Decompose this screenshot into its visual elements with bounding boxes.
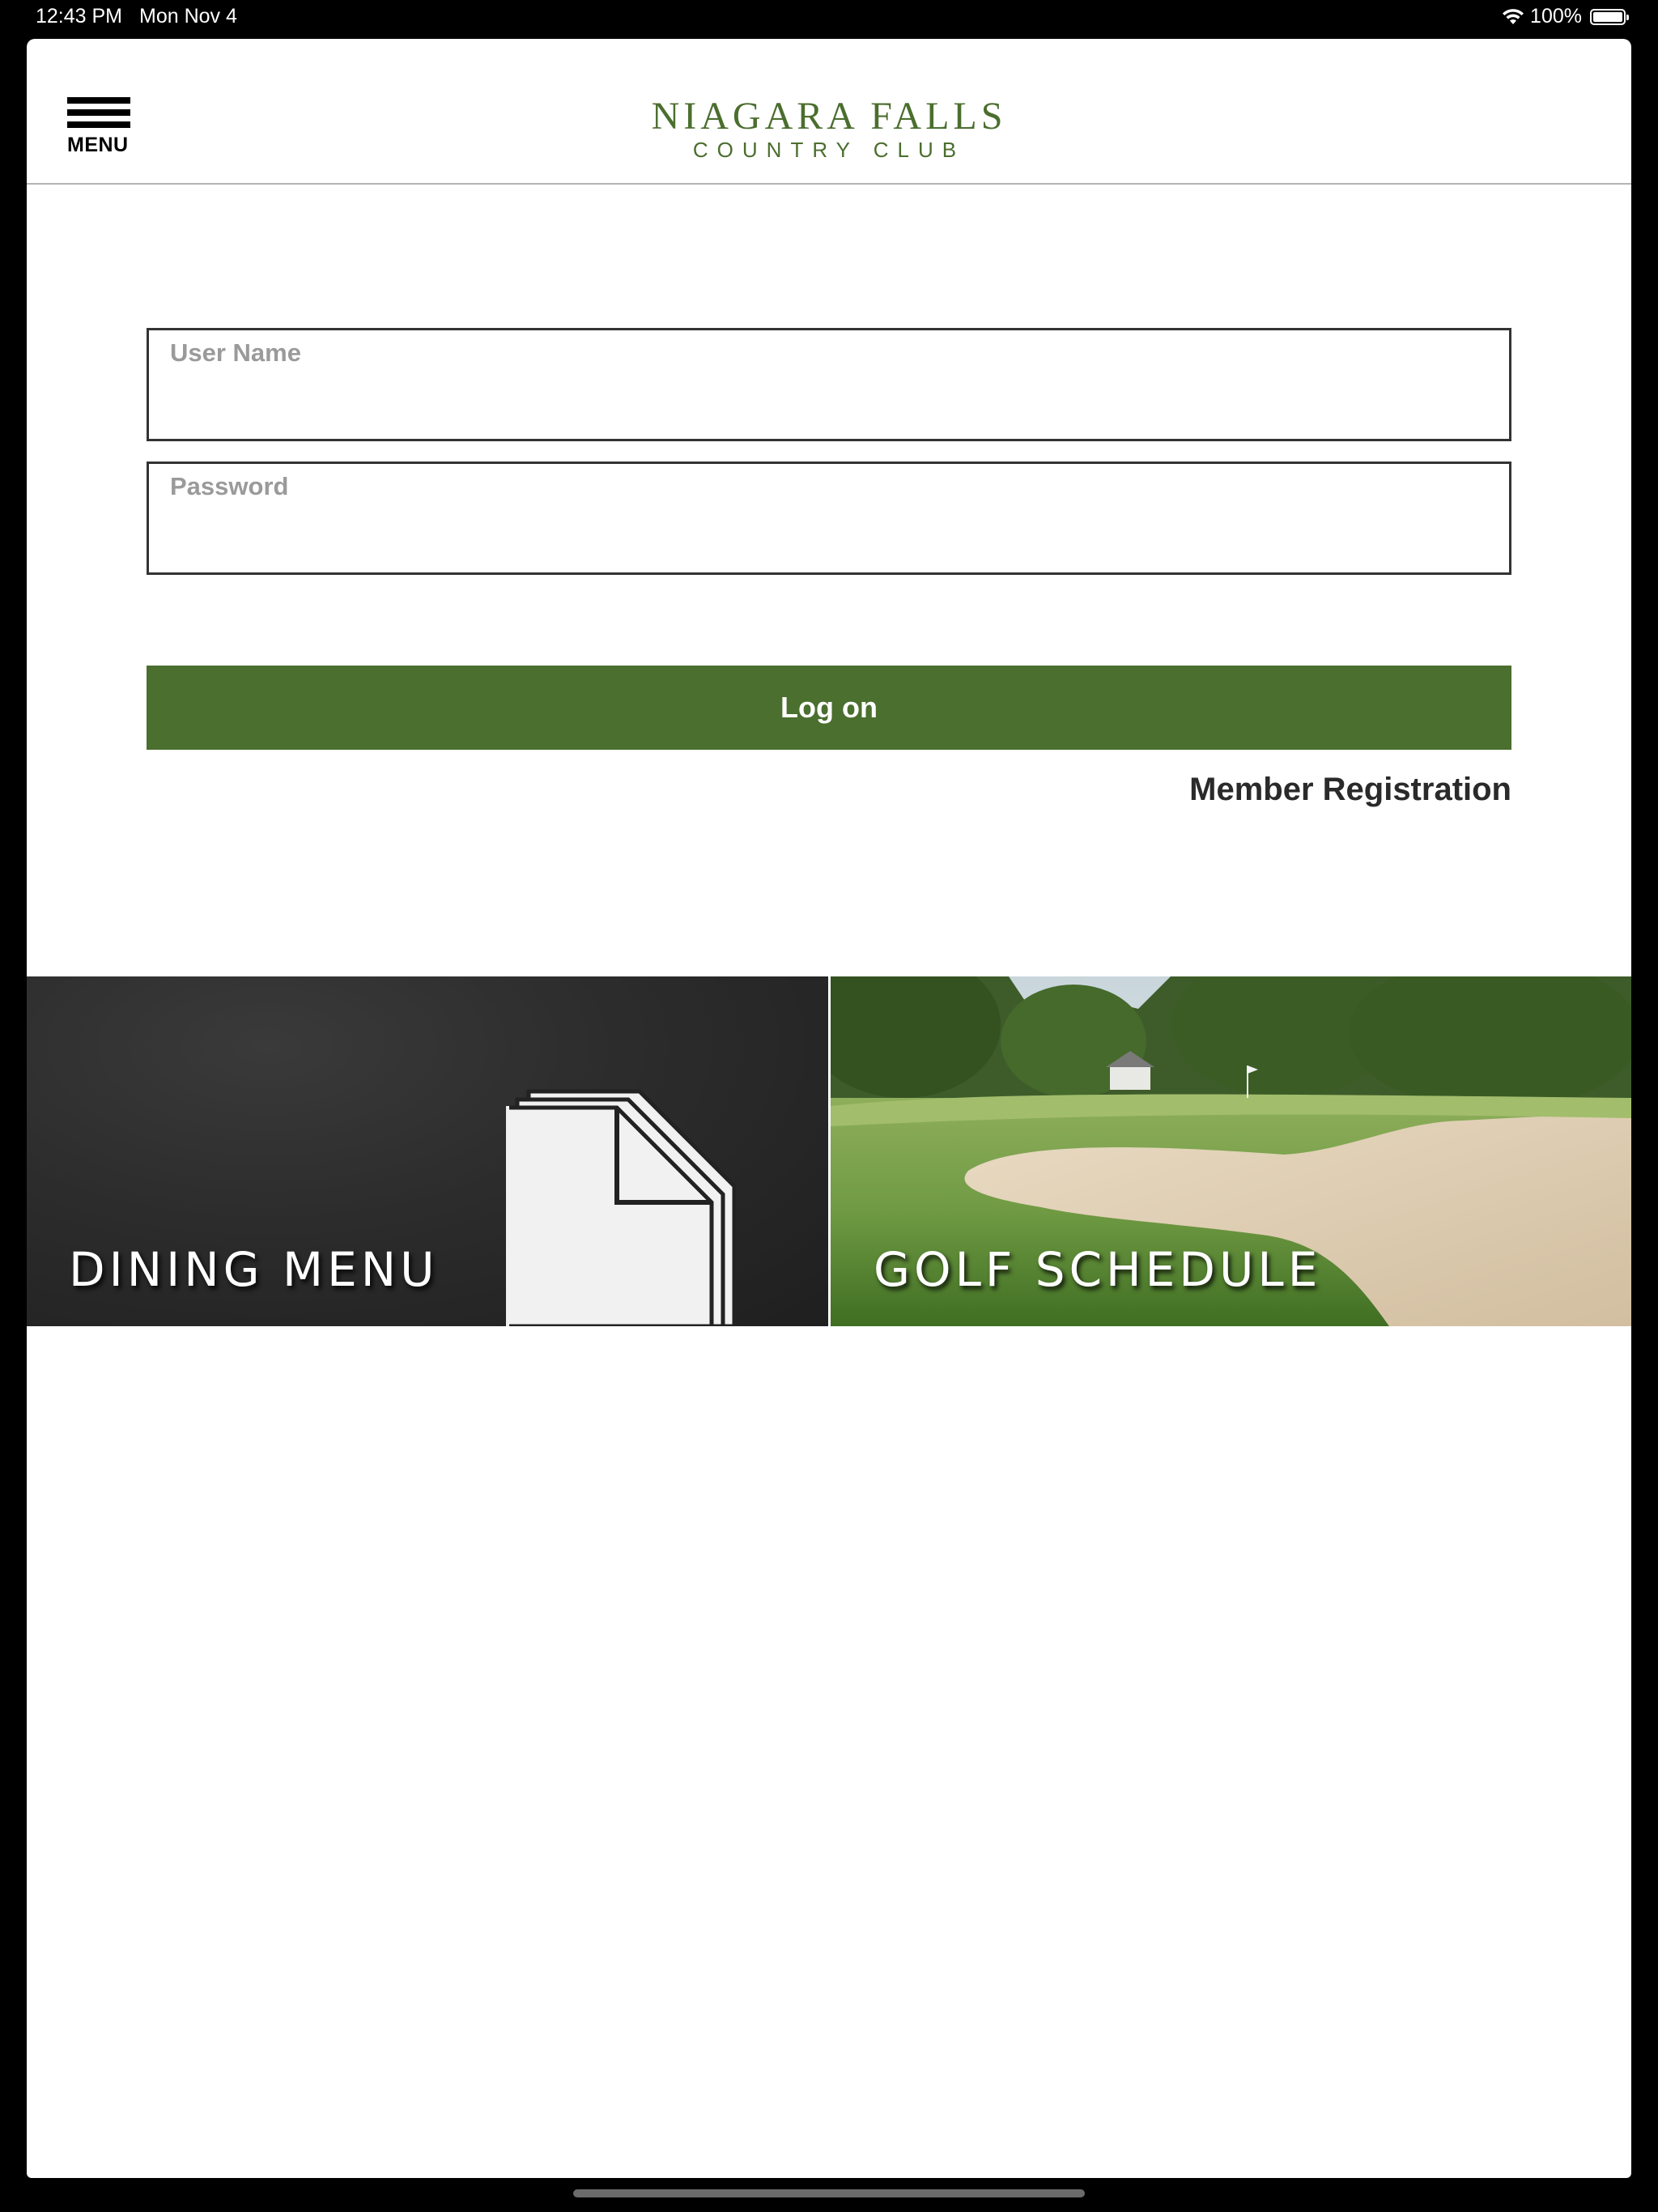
logon-button[interactable]: Log on [147,666,1511,750]
wifi-icon [1501,8,1525,26]
menu-label: MENU [67,134,129,156]
logo-subtitle: COUNTRY CLUB [692,138,966,162]
battery-icon [1590,9,1626,25]
status-indicators [1501,5,1626,28]
dining-menu-title: DINING MENU [69,1242,439,1297]
username-label: User Name [170,338,301,367]
status-bar [0,0,1658,39]
club-logo [27,97,1631,163]
document-icon [506,1088,741,1326]
login-form [147,328,1511,807]
username-input[interactable] [170,385,1488,426]
logo-title: NIAGARA FALLS [651,95,1007,138]
golf-schedule-title: GOLF SCHEDULE [874,1242,1322,1297]
status-time: 12:43 PM [36,5,123,28]
feature-tiles [27,976,1631,1326]
app-header [27,39,1631,185]
battery-percentage: 100% [1530,5,1582,28]
app-screen [27,39,1631,2178]
golf-schedule-tile[interactable] [831,976,1631,1326]
username-field[interactable] [147,328,1511,441]
member-registration-link[interactable]: Member Registration [1189,772,1511,807]
password-label: Password [170,472,289,500]
status-date: Mon Nov 4 [139,5,237,28]
dining-menu-tile[interactable] [27,976,828,1326]
password-input[interactable] [170,519,1488,559]
password-field[interactable] [147,462,1511,575]
home-indicator[interactable] [573,2189,1085,2197]
